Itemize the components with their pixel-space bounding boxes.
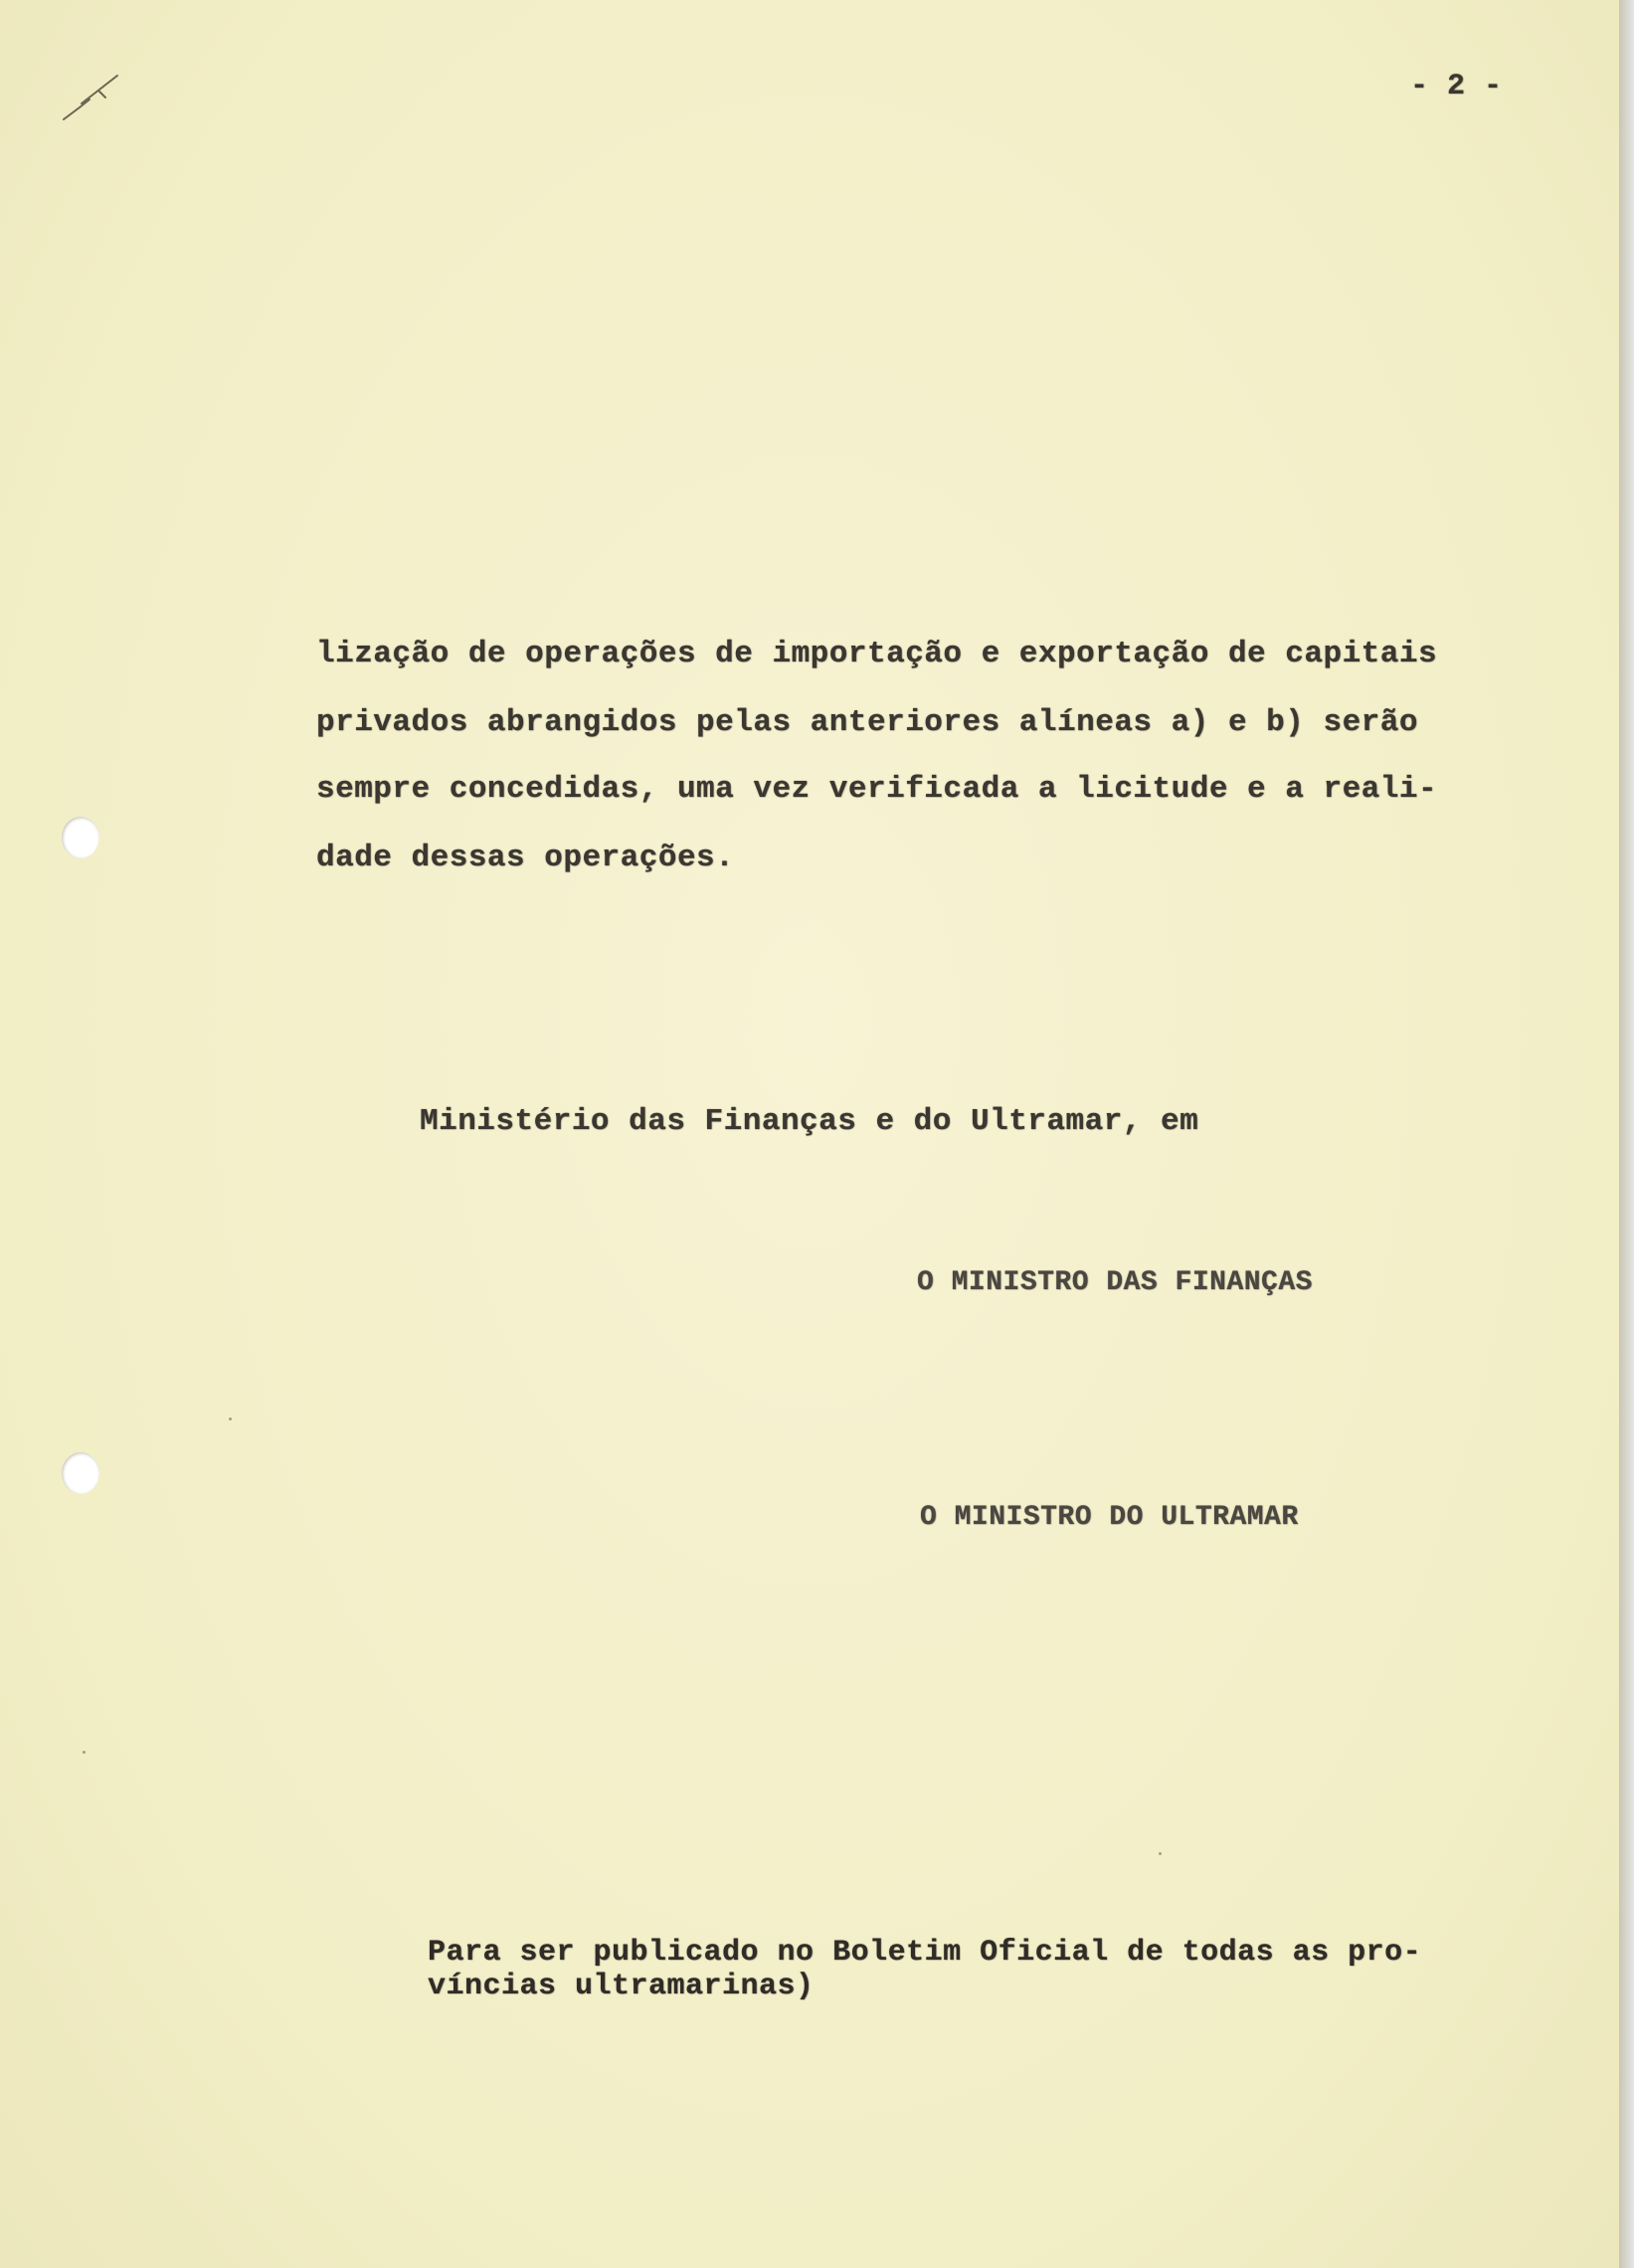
paper-speck (1159, 1852, 1162, 1855)
publication-note-line: víncias ultramarinas) (428, 1970, 815, 2003)
paper-speck (83, 1751, 86, 1754)
body-line: dade dessas operações. (316, 841, 735, 875)
overseas-minister-signature-line: O MINISTRO DO ULTRAMAR (920, 1502, 1299, 1533)
page-number: - 2 - (1410, 70, 1503, 103)
page-edge (1619, 0, 1634, 2268)
finance-minister-signature-line: O MINISTRO DAS FINANÇAS (917, 1267, 1313, 1298)
punch-hole (62, 1452, 99, 1494)
body-line: privados abrangidos pelas anteriores alíneas a) e b) serão (316, 705, 1418, 740)
body-line: sempre concedidas, uma vez verificada a licitude e a reali- (316, 772, 1438, 807)
pencil-mark-icon (60, 68, 129, 127)
body-line: lização de operações de importação e exportação de capitais (316, 637, 1438, 671)
publication-note-line: Para ser publicado no Boletim Oficial de todas as pro- (428, 1936, 1422, 1970)
ministry-line: Ministério das Finanças e do Ultramar, em (420, 1104, 1199, 1139)
paper-speck (229, 1418, 232, 1420)
punch-hole (62, 817, 99, 858)
